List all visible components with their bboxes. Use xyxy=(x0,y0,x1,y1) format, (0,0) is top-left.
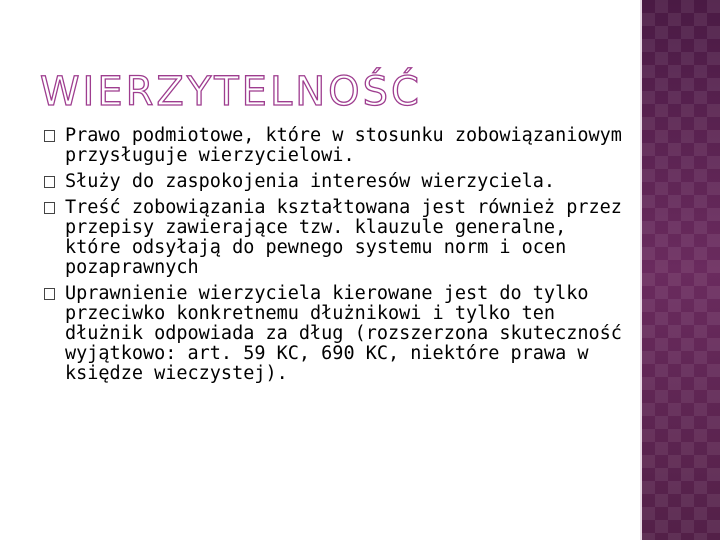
bullet-text: Treść zobowiązania kształtowana jest również przez przepisy zawierające tzw. klauzule generalne, które odsyłają do pewnego systemu norm i ocen pozaprawnych xyxy=(65,197,622,278)
bullet-item xyxy=(44,172,629,192)
square-bullet-icon xyxy=(44,288,55,300)
bullet-text: Uprawnienie wierzyciela kierowane jest do tylko przeciwko konkretnemu dłużnikowi i tylko ten dłużnik odpowiada za dług (rozszerzona skuteczność wyjątkowo: art. 59 KC, 690 KC, niektóre prawa w księdze wieczystej). xyxy=(65,283,622,384)
square-bullet-icon xyxy=(44,176,55,188)
bullet-item xyxy=(44,126,629,166)
decorative-side-band xyxy=(642,0,720,540)
square-bullet-icon xyxy=(44,130,55,142)
square-bullet-icon xyxy=(44,202,55,214)
bullet-item xyxy=(44,284,629,384)
bullet-text: Służy do zaspokojenia interesów wierzyciela. xyxy=(65,171,556,192)
bullet-text: Prawo podmiotowe, które w stosunku zobowiązaniowym przysługuje wierzycielowi. xyxy=(65,125,622,166)
bullet-list xyxy=(44,126,629,390)
bullet-item xyxy=(44,198,629,278)
slide-title: WIERZYTELNOŚĆ xyxy=(40,69,422,115)
